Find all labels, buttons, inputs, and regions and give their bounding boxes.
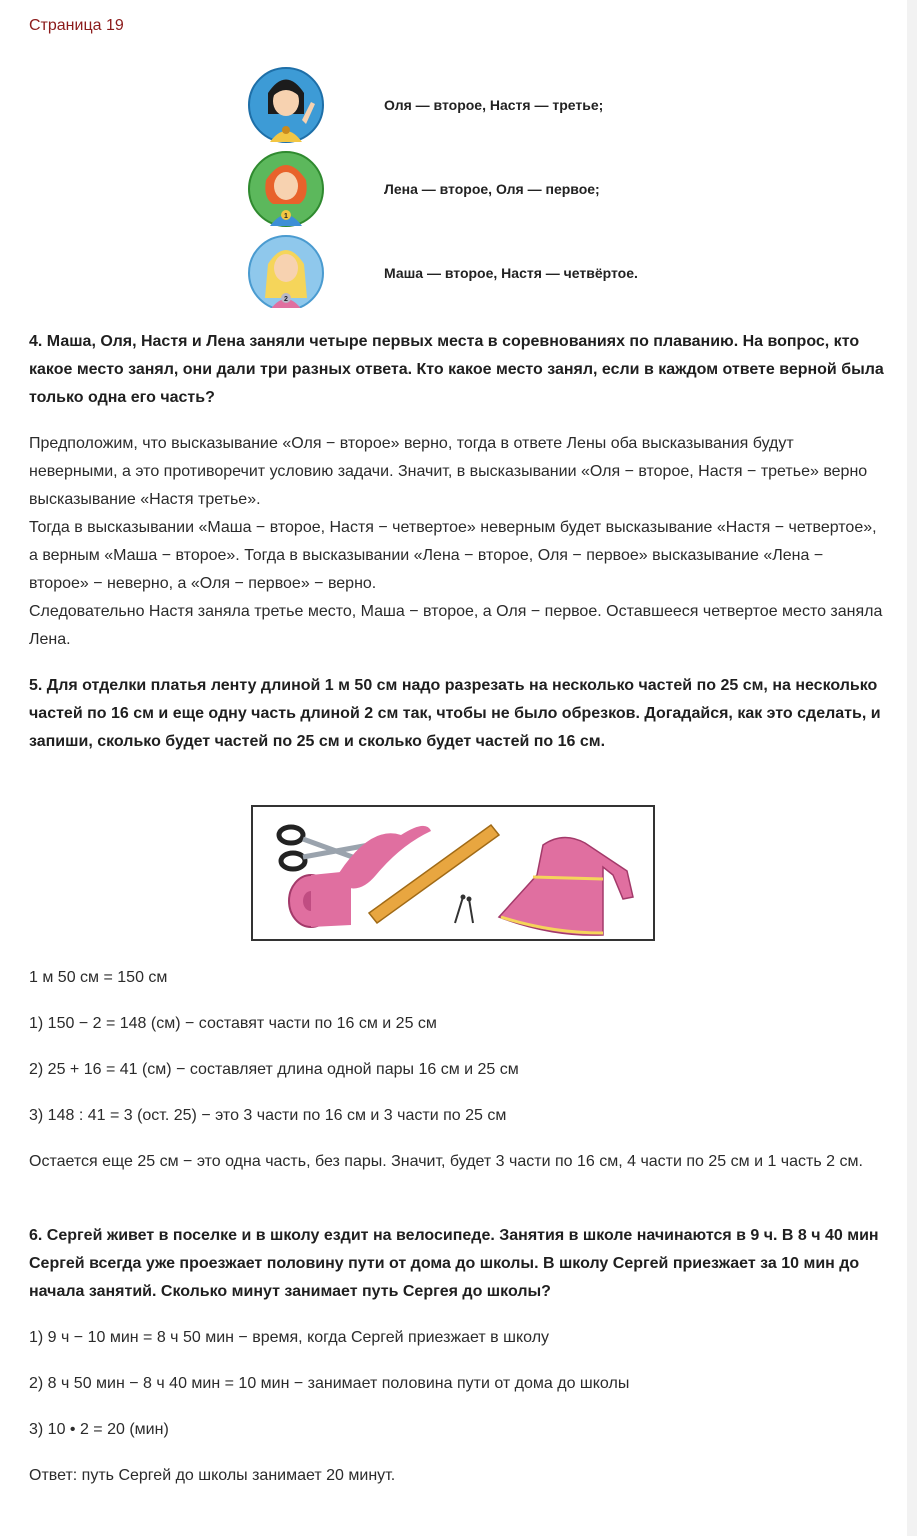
task4-question: 4. Маша, Оля, Настя и Лена заняли четыре первых места в соревнованиях по плаванию. На вопрос, кто какое место занял, они дали три разных ответа. Кто какое место занял, если в каждом ответе верной была только одна его часть? bbox=[29, 333, 884, 406]
task6-line-2: 2) 8 ч 50 мин − 8 ч 40 мин = 10 мин − занимает половина пути от дома до школы bbox=[29, 1375, 630, 1392]
girl-lena-avatar bbox=[249, 152, 323, 226]
girls-answers-figure bbox=[235, 58, 675, 308]
answer-3-text: Маша — второе, Настя — четвёртое. bbox=[384, 265, 638, 281]
medal-2-label: 2 bbox=[284, 296, 288, 303]
answer-2-text: Лена — второе, Оля — первое; bbox=[384, 181, 600, 197]
task5-line-3: 2) 25 + 16 = 41 (см) − составляет длина одной пары 16 см и 25 см bbox=[29, 1061, 519, 1078]
task5-line-1: 1 м 50 см = 150 см bbox=[29, 969, 168, 986]
medal-1-label: 1 bbox=[284, 213, 288, 220]
scrollbar[interactable] bbox=[907, 0, 917, 1536]
task6-answer: Ответ: путь Сергей до школы занимает 20 минут. bbox=[29, 1467, 396, 1484]
task4-solution-3: Следовательно Настя заняла третье место, Маша − второе, а Оля − первое. Оставшееся четвертое место заняла Лена. bbox=[29, 603, 883, 648]
task5-conclusion: Остается еще 25 см − это одна часть, без пары. Значит, будет 3 части по 16 см, 4 части по 25 см и 1 часть 2 см. bbox=[29, 1153, 863, 1170]
sewing-tools-figure bbox=[251, 805, 655, 945]
task5-line-4: 3) 148 : 41 = 3 (ост. 25) − это 3 части по 16 см и 3 части по 25 см bbox=[29, 1107, 507, 1124]
task6-line-1: 1) 9 ч − 10 мин = 8 ч 50 мин − время, когда Сергей приезжает в школу bbox=[29, 1329, 550, 1346]
answer-1-text: Оля — второе, Настя — третье; bbox=[384, 97, 604, 113]
task5-line-2: 1) 150 − 2 = 148 (см) − составят части по 16 см и 25 см bbox=[29, 1015, 437, 1032]
task4-solution-1: Предположим, что высказывание «Оля − второе» верно, тогда в ответе Лены оба высказывания будут неверными, а это противоречит условию задачи. Значит, в высказывании «Оля − второе, Настя − третье» верно высказывание «Настя третье». bbox=[29, 435, 868, 508]
girl-olya-avatar bbox=[249, 236, 323, 308]
girl-masha-avatar bbox=[249, 68, 323, 142]
page-number-link[interactable]: Страница 19 bbox=[29, 17, 124, 34]
task4-solution-2: Тогда в высказывании «Маша − второе, Настя − четвертое» неверным будет высказывание «Настя − четвертое», а верным «Маша − второе». Тогда в высказывании «Лена − второе, Оля − первое» высказывание «Лена − второе» − неверно, а «Оля − первое» − верно. bbox=[29, 519, 877, 592]
task6-line-3: 3) 10 • 2 = 20 (мин) bbox=[29, 1421, 169, 1438]
task5-question: 5. Для отделки платья ленту длиной 1 м 50 см надо разрезать на несколько частей по 25 см, на несколько частей по 16 см и еще одну часть длиной 2 см так, чтобы не было обрезков. Догадайся, как это сделать, и запиши, сколько будет частей по 25 см и сколько будет частей по 16 см. bbox=[29, 677, 881, 750]
task6-question: 6. Сергей живет в поселке и в школу ездит на велосипеде. Занятия в школе начинаются в 9 ч. В 8 ч 40 мин Сергей всегда уже проезжает половину пути от дома до школы. В школу Сергей приезжает за 10 мин до начала занятий. Сколько минут занимает путь Сергея до школы? bbox=[29, 1227, 879, 1300]
